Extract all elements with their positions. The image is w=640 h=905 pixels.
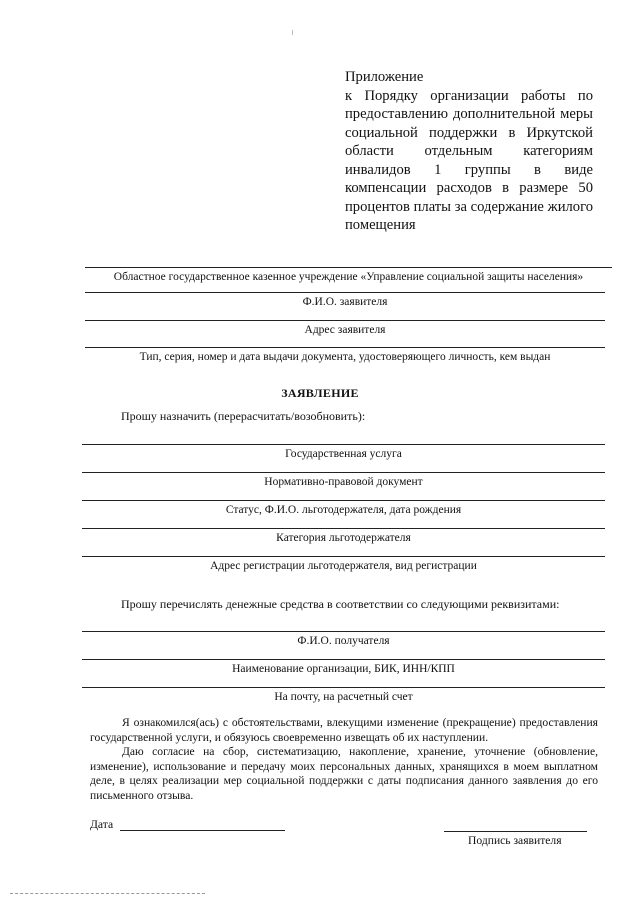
- signature-field[interactable]: [444, 831, 587, 832]
- state-service-field[interactable]: [82, 444, 605, 461]
- identity-document-field[interactable]: [85, 347, 605, 364]
- appendix-text: к Порядку организации работы по предоставлению дополнительной меры социальной поддержки в Иркутской области отдельным категориям инвалидов 1 группы в виде компенсации расходов в размере 50 процентов платы за содержание жилого помещения: [345, 87, 593, 233]
- legal-document-field[interactable]: [82, 472, 605, 489]
- request-line: Прошу назначить (перерасчитать/возобновить):: [121, 409, 366, 423]
- fill-line: [82, 528, 605, 529]
- applicant-address-field[interactable]: [85, 320, 605, 337]
- applicant-name-field[interactable]: [85, 292, 605, 309]
- fill-line: [82, 472, 605, 473]
- institution-field[interactable]: [85, 267, 612, 284]
- appendix-title: Приложение: [345, 69, 424, 85]
- date-label: Дата: [90, 818, 114, 831]
- institution-caption: Областное государственное казенное учреждение «Управление социальной защиты населения»: [113, 271, 584, 283]
- fill-line: [82, 631, 605, 632]
- fill-line: [85, 320, 605, 321]
- fill-line: [82, 687, 605, 688]
- page-edge-mark: [10, 893, 205, 894]
- beneficiary-status-caption: Статус, Ф.И.О. льготодержателя, дата рождения: [225, 504, 462, 516]
- fill-line: [82, 500, 605, 501]
- consent-paragraph: Даю согласие на сбор, систематизацию, накопление, хранение, уточнение (обновление, изменение), использование и передачу моих персональных данных, хранящихся в моем выплатном деле, в целях реализации мер социальной поддержки с даты подписания данного заявления до его письменного отзыва.: [90, 745, 598, 802]
- signature-label: Подпись заявителя: [468, 834, 562, 847]
- statement-heading: ЗАЯВЛЕНИЕ: [281, 386, 359, 400]
- identity-document-caption: Тип, серия, номер и дата выдачи документа, удостоверяющего личность, кем выдан: [139, 351, 551, 363]
- applicant-name-caption: Ф.И.О. заявителя: [302, 296, 388, 308]
- fill-line: [85, 347, 605, 348]
- scan-mark: [292, 30, 293, 35]
- date-field[interactable]: [120, 830, 285, 831]
- fill-line: [82, 659, 605, 660]
- organization-details-caption: Наименование организации, БИК, ИНН/КПП: [232, 663, 455, 675]
- registration-address-field[interactable]: [82, 556, 605, 573]
- fill-line: [82, 444, 605, 445]
- beneficiary-status-field[interactable]: [82, 500, 605, 517]
- fill-line: [85, 267, 612, 268]
- recipient-name-caption: Ф.И.О. получателя: [297, 635, 390, 647]
- payment-request-line: Прошу перечислять денежные средства в соответствии со следующими реквизитами:: [121, 597, 560, 611]
- beneficiary-category-field[interactable]: [82, 528, 605, 545]
- payment-method-caption: На почту, на расчетный счет: [274, 691, 413, 703]
- fill-line: [85, 292, 605, 293]
- state-service-caption: Государственная услуга: [285, 448, 402, 460]
- beneficiary-category-caption: Категория льготодержателя: [276, 532, 411, 544]
- fill-line: [82, 556, 605, 557]
- legal-document-caption: Нормативно-правовой документ: [264, 476, 423, 488]
- organization-details-field[interactable]: [82, 659, 605, 676]
- registration-address-caption: Адрес регистрации льготодержателя, вид регистрации: [210, 560, 477, 572]
- recipient-name-field[interactable]: [82, 631, 605, 648]
- appendix-block: [345, 68, 593, 235]
- acknowledgement-paragraph: Я ознакомился(ась) с обстоятельствами, влекущими изменение (прекращение) предоставления государственной услуги, и обязуюсь своевременно извещать об их наступлении.: [90, 716, 598, 744]
- applicant-address-caption: Адрес заявителя: [304, 324, 386, 336]
- payment-method-field[interactable]: [82, 687, 605, 704]
